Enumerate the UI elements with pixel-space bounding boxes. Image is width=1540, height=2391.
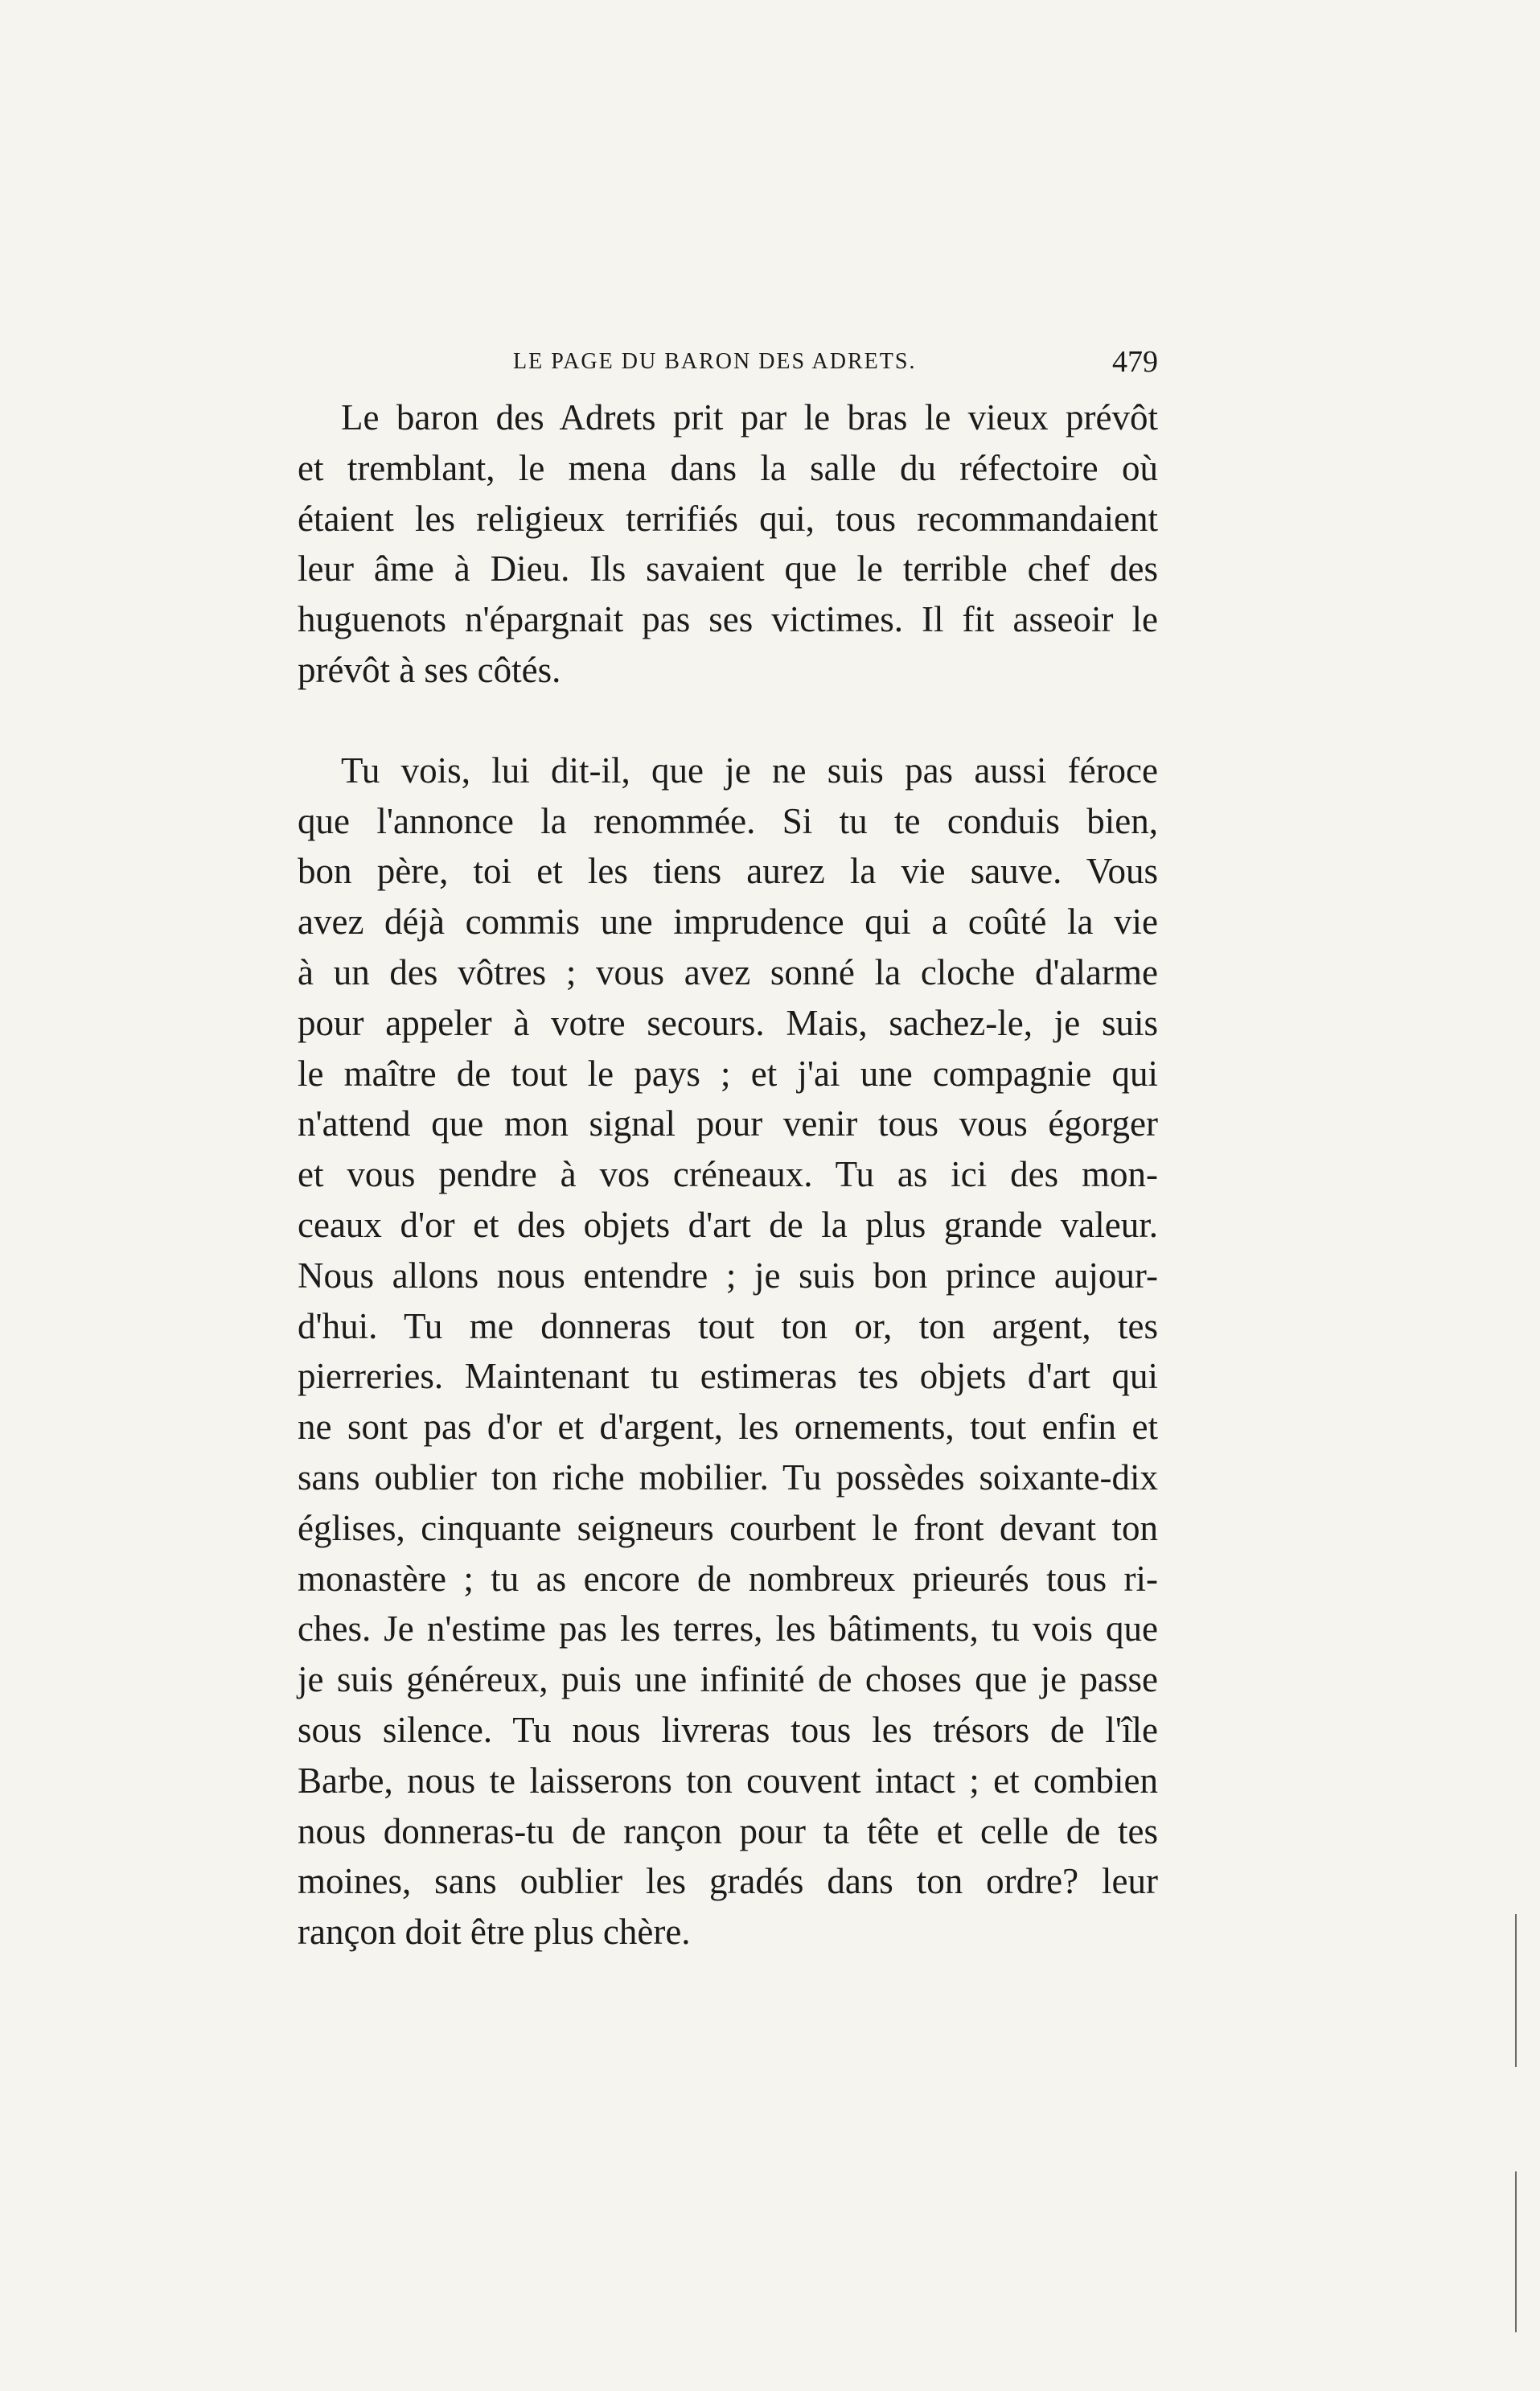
text-line: sous silence. Tu nous livreras tous les trésors de l'île xyxy=(298,1709,1158,1750)
text-line: huguenots n'épargnait pas ses victimes. Il fit asseoir le xyxy=(298,599,1158,640)
paragraph-1 xyxy=(298,392,1158,696)
text-line: pierreries. Maintenant tu estimeras tes objets d'art qui xyxy=(298,1356,1158,1397)
text-line: ches. Je n'estime pas les terres, les bâtiments, tu vois que xyxy=(298,1608,1158,1649)
text-line: Barbe, nous te laisserons ton couvent intact ; et combien xyxy=(298,1760,1158,1801)
paragraph-2 xyxy=(298,746,1158,1958)
text-line: le maître de tout le pays ; et j'ai une compagnie qui xyxy=(298,1053,1158,1094)
text-line: que l'annonce la renommée. Si tu te conduis bien, xyxy=(298,800,1158,841)
paragraph-gap xyxy=(298,696,1158,746)
text-line: sans oublier ton riche mobilier. Tu possèdes soixante-dix xyxy=(298,1456,1158,1497)
margin-rule xyxy=(1515,1914,1517,2067)
text-line: leur âme à Dieu. Ils savaient que le terrible chef des xyxy=(298,548,1158,590)
text-line: prévôt à ses côtés. xyxy=(298,649,561,690)
text-line: d'hui. Tu me donneras tout ton or, ton argent, tes xyxy=(298,1305,1158,1346)
text-line: Le baron des Adrets prit par le bras le vieux prévôt xyxy=(341,397,1158,438)
text-line: avez déjà commis une imprudence qui a coûté la vie xyxy=(298,902,1158,943)
text-line: pour appeler à votre secours. Mais, sachez-le, je suis xyxy=(298,1002,1158,1043)
text-line: Nous allons nous entendre ; je suis bon prince aujour- xyxy=(298,1255,1158,1296)
text-line: rançon doit être plus chère. xyxy=(298,1912,691,1953)
margin-rule xyxy=(1515,2171,1517,2332)
text-line: je suis généreux, puis une infinité de choses que je passe xyxy=(298,1659,1158,1700)
text-line: ne sont pas d'or et d'argent, les ornements, tout enfin et xyxy=(298,1407,1158,1448)
page-header xyxy=(298,344,1158,386)
text-line: moines, sans oublier les gradés dans ton ordre? leur xyxy=(298,1861,1158,1902)
text-line: monastère ; tu as encore de nombreux prieurés tous ri- xyxy=(298,1558,1158,1599)
page-number: 479 xyxy=(1112,345,1158,379)
text-line: et vous pendre à vos créneaux. Tu as ici des mon- xyxy=(298,1154,1158,1195)
text-line: ceaux d'or et des objets d'art de la plus grande valeur. xyxy=(298,1204,1158,1245)
text-line: n'attend que mon signal pour venir tous vous égorger xyxy=(298,1103,1158,1144)
text-line: églises, cinquante seigneurs courbent le front devant ton xyxy=(298,1507,1158,1548)
text-line: bon père, toi et les tiens aurez la vie sauve. Vous xyxy=(298,851,1158,892)
body-text xyxy=(298,392,1158,1958)
text-line: et tremblant, le mena dans la salle du réfectoire où xyxy=(298,447,1158,488)
running-head: LE PAGE DU BARON DES ADRETS. xyxy=(513,349,917,374)
text-line: étaient les religieux terrifiés qui, tous recommandaient xyxy=(298,498,1158,539)
text-line: Tu vois, lui dit-il, que je ne suis pas aussi féroce xyxy=(341,750,1158,791)
text-line: nous donneras-tu de rançon pour ta tête et celle de tes xyxy=(298,1810,1158,1851)
text-line: à un des vôtres ; vous avez sonné la cloche d'alarme xyxy=(298,951,1158,992)
